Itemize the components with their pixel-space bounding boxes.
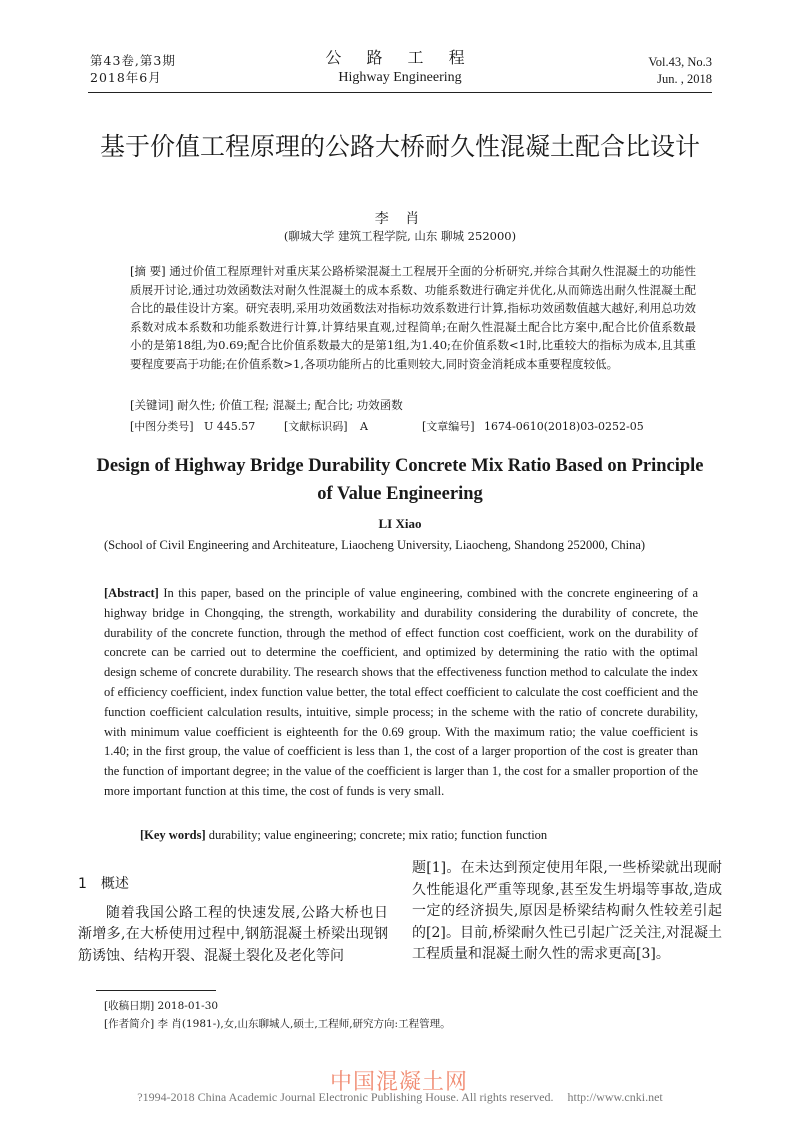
journal-name-cn: 公 路 工 程: [325, 48, 475, 67]
footnote-divider: [96, 990, 216, 991]
issue-line-1: 第43卷,第3期: [90, 53, 176, 68]
keywords-cn: [130, 396, 696, 414]
volume-date: Jun. , 2018: [657, 72, 712, 86]
author-name-en: LI Xiao: [378, 516, 422, 531]
body-column-left: [78, 874, 388, 967]
abstract-cn: [130, 262, 696, 373]
keywords-en-label: [Key words]: [140, 828, 206, 842]
author-bio-label: [作者简介]: [104, 1018, 155, 1030]
section-title: 概述: [100, 876, 129, 892]
keywords-cn-text: 耐久性; 价值工程; 混凝土; 配合比; 功效函数: [177, 398, 403, 412]
author-bio: [104, 1015, 604, 1033]
received-label: [收稿日期]: [104, 1000, 155, 1012]
abstract-cn-label: [摘 要]: [130, 264, 166, 278]
received-value: 2018-01-30: [157, 1000, 219, 1012]
abstract-en: [104, 584, 698, 802]
section-heading: [78, 874, 388, 896]
body-paragraph-left: 随着我国公路工程的快速发展,公路大桥也日渐增多,在大桥使用过程中,钢筋混凝土桥梁出现钢筋诱蚀、结构开裂、混凝土裂化及老化等问: [78, 904, 388, 964]
journal-name: [300, 48, 500, 88]
abstract-en-label: [Abstract]: [104, 586, 159, 600]
issue-info: [90, 52, 176, 86]
keywords-cn-label: [关键词]: [130, 398, 174, 412]
received-date: [104, 997, 604, 1015]
volume-number: Vol.43, No.3: [648, 55, 712, 69]
abstract-en-text: In this paper, based on the principle of value engineering, combined with the concrete engineering of a highway bridge in Chongqing, the strength, workability and durability considering the durability of concrete, the durability of the concrete function, through the method of effect function cost coefficient, work on the durability of concrete can be carried out to determine the coefficient, and optimized by determining the ratio with the optimal design scheme of concrete durability. The research shows that the effectiveness function method to calculate the index of efficiency coefficient, index function value better, the total effect coefficient to calculate the cost coefficient and the function coefficient calculation results, intuitive, simple process; in the scheme with the ratio of concrete durability, with minimum value coefficient is eighteenth for the 0.69 group. With the maximum ratio; the value coefficient is 1.40; in the first group, the value of coefficient is less than 1, the cost of a larger proportion of the cost is greater than the function of important degree; in the value of the coefficient is larger than 1, the cost for a smaller proportion of the more important function at this time, the cost of funds is very small.: [104, 586, 698, 798]
doc-code-label: [文献标识码]: [284, 420, 348, 433]
clc-value: U 445.57: [204, 420, 256, 433]
article-number-label: [文章编号]: [422, 420, 475, 433]
body-column-right: [412, 858, 722, 966]
affiliation-en: (School of Civil Engineering and Architeature, Liaocheng University, Liaocheng, Shandong 252000, China): [104, 538, 646, 552]
watermark: 中国混凝土网: [330, 1070, 469, 1095]
journal-name-en: Highway Engineering: [338, 70, 462, 85]
affiliation-cn: (聊城大学 建筑工程学院, 山东 聊城 252000): [283, 229, 517, 243]
author-bio-value: 李 肖(1981-),女,山东聊城人,硕士,工程师,研究方向:工程管理。: [157, 1018, 451, 1030]
page-footer: [0, 1090, 800, 1105]
doc-code-value: A: [360, 420, 368, 433]
copyright-notice: ?1994-2018 China Academic Journal Electronic Publishing House. All rights reserved.: [137, 1090, 554, 1104]
paper-title-cn: 基于价值工程原理的公路大桥耐久性混凝土配合比设计: [100, 132, 701, 161]
abstract-cn-text: 通过价值工程原理针对重庆某公路桥梁混凝土工程展开全面的分析研究,并综合其耐久性混凝土的功能性质展开讨论,通过功效函数法对耐久性混凝土的成本系数、功能系数进行确定并优化,从而筛选出耐久性混凝土配合比的最佳设计方案。研究表明,采用功效函数法对指标功效系数进行计算,指标功效函数值越大越好,利用总功效系数对成本系数和功能系数进行计算,计算结果直观,过程简单;在耐久性混凝土配合比方案中,配合比价值系数最小的是第18组,为0.69;配合比价值系数最大的是第1组,为1.40;在价值系数<1时,比重较大的指标为成本,且其重要程度要高于功能;在价值系数>1,各项功能所占的比重则较大,同时资金消耗成本重要程度较低。: [130, 264, 696, 371]
footer-link[interactable]: http://www.cnki.net: [567, 1090, 663, 1104]
footnotes: [104, 997, 604, 1033]
author-name-cn: 李 肖: [374, 211, 426, 227]
body-paragraph-right: 题[1]。在未达到预定使用年限,一些桥梁就出现耐久性能退化严重等现象,甚至发生坍塌等事故,造成一定的经济损失,原因是桥梁结构耐久性较差引起的[2]。目前,桥梁耐久性已引起广泛关注,对混凝土工程质量和混凝土耐久性的需求更高[3]。: [412, 860, 722, 963]
section-number: 1: [78, 876, 87, 892]
article-number-value: 1674-0610(2018)03-0252-05: [484, 420, 644, 433]
paper-title-en: Design of Highway Bridge Durability Concrete Mix Ratio Based on Principle of Value Engineering: [96, 456, 704, 504]
clc-label: [中图分类号]: [130, 420, 194, 433]
issue-line-2: 2018年6月: [90, 70, 162, 85]
keywords-en: [140, 828, 700, 843]
keywords-en-text: durability; value engineering; concrete; mix ratio; function function: [208, 828, 548, 842]
volume-info: [648, 54, 712, 88]
header-divider: [88, 92, 712, 93]
